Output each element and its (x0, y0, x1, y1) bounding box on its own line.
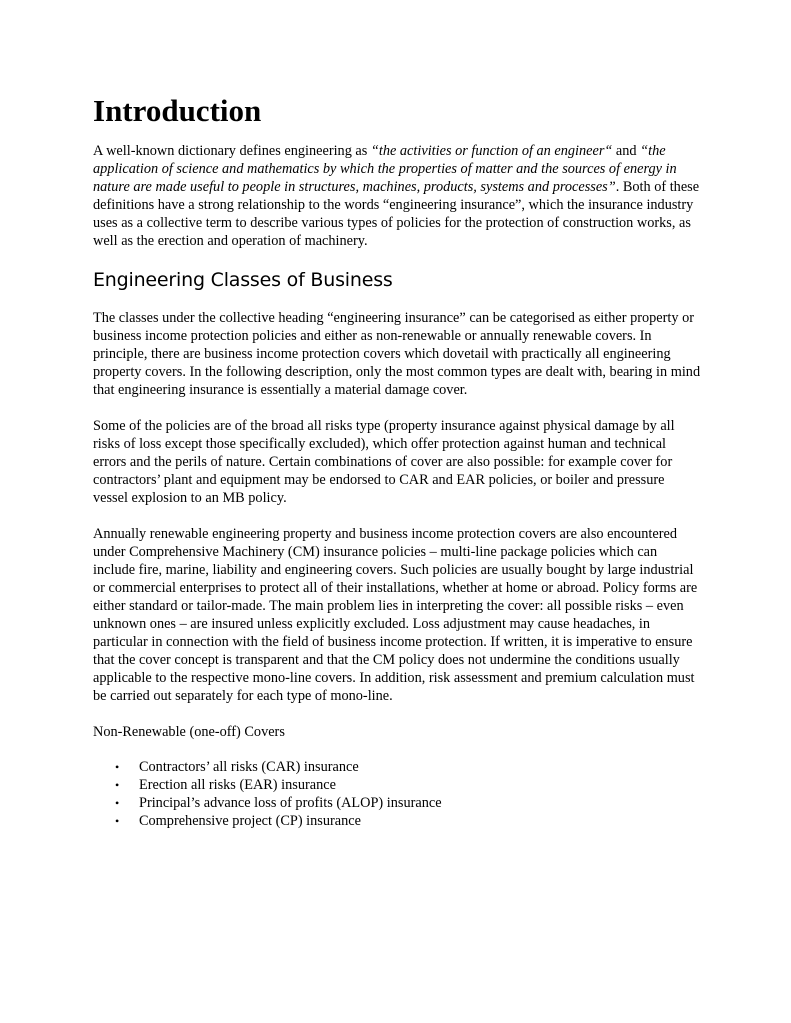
list-item (93, 794, 701, 812)
intro-paragraph (93, 142, 701, 250)
body-paragraph-3: Annually renewable engineering property and business income protection covers are also encountered under Comprehensive Machinery (CM) insurance policies – multi-line package policies which can include fire, marine, liability and engineering covers. Such policies are usually bought by large industrial or commercial enterprises to protect all of their installations, whether at home or abroad. Policy forms are either standard or tailor-made. The main problem lies in interpreting the cover: all possible risks – even unknown ones – are insured unless explicitly excluded. Loss adjustment may cause headaches, in particular in connection with the field of business income protection. If written, it is imperative to ensure that the cover concept is transparent and that the CM policy does not undermine the conditions usually applicable to the respective mono-line covers. In addition, risk assessment and premium calculation must be carried out separately for each type of mono-line. (93, 526, 698, 704)
covers-list (93, 758, 701, 830)
bullet-icon: • (115, 814, 120, 828)
list-item (93, 812, 701, 830)
intro-quote-1: “the activities or function of an engineer“ (370, 143, 613, 159)
list-heading: Non-Renewable (one-off) Covers (93, 724, 285, 740)
list-item-text: Principal’s advance loss of profits (ALOP) insurance (139, 795, 442, 811)
body-paragraph-2: Some of the policies are of the broad all risks type (property insurance against physical damage by all risks of loss except those specifically excluded), which offer protection against human and technical errors and the perils of nature. Certain combinations of cover are also possible: for example cover for contractors’ plant and equipment may be endorsed to CAR and EAR policies, or boiler and pressure vessel explosion to an MB policy. (93, 418, 675, 506)
bullet-icon: • (115, 796, 120, 810)
list-item (93, 776, 701, 794)
document-page (93, 92, 701, 830)
bullet-icon: • (115, 760, 120, 774)
list-item-text: Comprehensive project (CP) insurance (139, 813, 361, 829)
intro-text-3: . Both of these definitions have a strong relationship to the words “engineering insurance”, which the insurance industry uses as a collective term to describe various types of policies for the protection of construction works, as well as the erection and operation of machinery. (93, 179, 700, 249)
intro-text-2: and (612, 143, 641, 159)
page-title: Introduction (93, 93, 262, 128)
bullet-icon: • (115, 778, 120, 792)
list-item (93, 758, 701, 776)
intro-quote-2: “the application of science and mathematics by which the properties of matter and the sources of energy in nature are made useful to people in structures, machines, products, systems and processes” (93, 143, 677, 195)
body-paragraph-1: The classes under the collective heading “engineering insurance” can be categorised as either property or business income protection policies and either as non-renewable or annually renewable covers. In principle, there are business income protection covers which dovetail with practically all engineering property covers. In the following description, only the most common types are dealt with, bearing in mind that engineering insurance is essentially a material damage cover. (93, 310, 701, 398)
list-item-text: Erection all risks (EAR) insurance (139, 777, 336, 793)
intro-text-1: A well-known dictionary defines engineering as (93, 143, 371, 159)
list-item-text: Contractors’ all risks (CAR) insurance (139, 759, 359, 775)
section-heading: Engineering Classes of Business (93, 269, 393, 291)
